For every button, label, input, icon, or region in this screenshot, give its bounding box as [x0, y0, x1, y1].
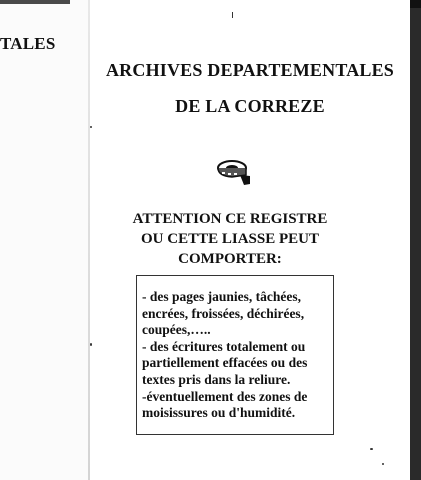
warning-line: coupées,….. — [142, 322, 211, 338]
warning-line: -éventuellement des zones de — [142, 388, 308, 404]
left-page — [0, 0, 90, 480]
scan-speck — [90, 126, 92, 128]
scan-speck — [232, 12, 233, 18]
warning-line: encrées, froissées, déchirées, — [142, 305, 305, 321]
warning-line: - des pages jaunies, tâchées, — [142, 289, 301, 304]
film-reel-icon — [216, 158, 252, 188]
scan-speck — [382, 463, 384, 465]
attention-line: COMPORTER: — [178, 251, 282, 267]
attention-line: OU CETTE LIASSE PEUT — [141, 231, 319, 247]
warning-line: partiellement effacées ou des — [142, 355, 308, 371]
scan-right-border — [410, 0, 421, 480]
scan-edge-bar — [0, 0, 70, 4]
department-title: DE LA CORREZE — [175, 96, 325, 116]
warning-line: - des écritures totalement ou — [142, 338, 306, 354]
archives-title: ARCHIVES DEPARTEMENTALES — [105, 60, 395, 80]
warning-text — [142, 289, 332, 422]
scan-right-border-top — [410, 0, 421, 8]
left-page-title-fragment: TALES — [0, 34, 56, 53]
scan-speck — [90, 343, 92, 346]
attention-notice — [130, 209, 330, 269]
warning-line: textes pris dans la reliure. — [142, 371, 291, 387]
warning-line: moisissures ou d'humidité. — [142, 405, 296, 421]
attention-line: ATTENTION CE REGISTRE — [132, 211, 328, 227]
scan-speck — [370, 448, 373, 450]
